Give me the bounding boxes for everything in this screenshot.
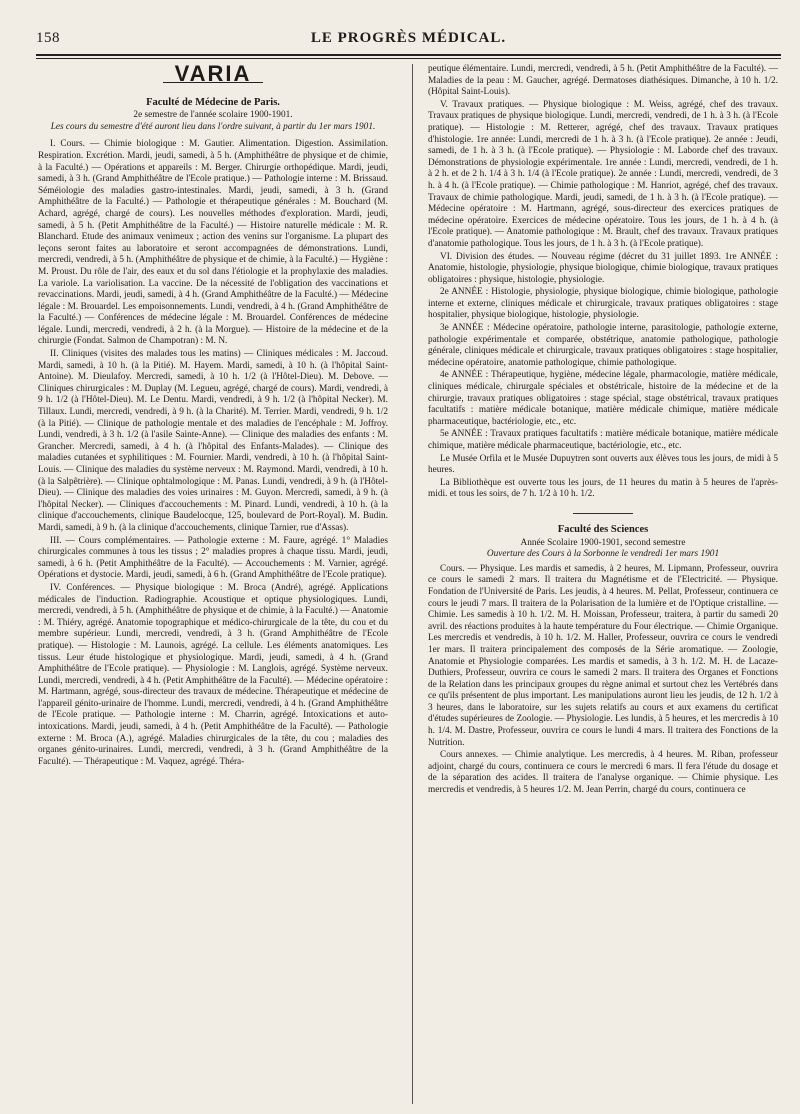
paragraph-continuation: peutique élémentaire. Lundi, mercredi, vendredi, à 5 h. (Petit Amphithéâtre de la Faculté). — Maladies de la peau : M. Gaucher, agrégé. Dermatoses diathésiques. Dimanche, à 10 h. 1/2. (Hôpital Saint-Louis).	[428, 64, 778, 98]
left-column	[38, 64, 388, 1104]
paragraph-cours-complementaires: III. — Cours complémentaires. — Pathologie externe : M. Faure, agrégé. 1° Maladies chirurgicales communes à tous les tissus ; 2° maladies propres à chaque tissu. Mardi, jeudi, samedi, à 6 h. (Petit Amphithéâtre de la Faculté). — Accouchements : M. Varnier, agrégé. Opérations et dystocie. Mardi, jeudi, samedi, à 6 h. (Grand Amphithéâtre de l'Ecole pratique).	[38, 535, 388, 581]
header-rule-thin	[36, 58, 781, 59]
sciences-title: Faculté des Sciences	[557, 523, 649, 535]
sciences-rule	[573, 513, 633, 514]
sciences-notice: Ouverture des Cours à la Sorbonne le vendredi 1er mars 1901	[486, 549, 720, 560]
paragraph-conferences: IV. Conférences. — Physique biologique : M. Broca (André), agrégé. Applications médicales de l'induction. Radiographie. Acoustique et optique physiologiques. Lundi, mercredi, vendredi, à 5 h. (Amphithéâtre de physique et de chimie, à la Faculté.) — Anatomie : M. Thiéry, agrégé. Anatomie topographique et médico-chirurgicale de la tête, du cou et du membre supérieur. Lundi, mercredi, vendredi, à 3 h. (Grand Amphithéâtre de l'Ecole pratique). — Histologie : M. Launois, agrégé. La cellule. Les éléments anatomiques. Les tissus. Leur étude histologique et physiologique. Mardi, jeudi, samedi, à 4 h. (Grand Amphithéâtre de l'Ecole pratique). — Physiologie : M. Langlois, agrégé. Système nerveux. Lundi, mercredi, vendredi, à 4 h. (Petit Amphithéâtre de la Faculté). — Médecine opératoire : M. Hartmann, agrégé, sous-directeur des travaux de médecine. Thérapeutique et médecine de l'appareil génito-urinaire de l'homme. Lundi, mercredi, vendredi, à 4 h. (Grand Amphithéâtre de l'Ecole pratique. — Pathologie interne : M. Charrin, agrégé. Intoxications et auto-intoxications. Mardi, jeudi, samedi, à 4 h. (Petit Amphithéâtre de la Faculté). — Pathologie externe : M. Broca (A.), agrégé. Maladies chirurgicales de la tête, du cou ; maladies des organes génito-urinaires. Lundi, mercredi, vendredi, à 3 h. (Grand Amphithéâtre de la Faculté). — Thérapeutique : M. Vaquez, agrégé. Théra-	[38, 582, 388, 767]
page-header	[36, 30, 781, 52]
right-column	[428, 64, 778, 1104]
semester-line: 2e semestre de l'année scolaire 1900-1901.	[133, 110, 293, 121]
paragraph-bibliotheque: La Bibliothèque est ouverte tous les jours, de 11 heures du matin à 5 heures de l'après-midi. et tous les soirs, de 7 h. 1/2 à 10 h. 1/2.	[428, 477, 778, 500]
paragraph-musees: Le Musée Orfila et le Musée Dupuytren sont ouverts aux élèves tous les jours, de midi à 5 heures.	[428, 453, 778, 476]
paragraph-sciences-cours: Cours. — Physique. Les mardis et samedis, à 2 heures, M. Lipmann, Professeur, ouvrira ce cours le samedi 2 mars. Il traitera du Magnétisme et de l'Electricité. — Physique. Fondation de l'Université de Paris. Les jeudis, à 4 heures. M. Pellat, Professeur, continuera ce cours le jeudi 7 mars. Il traitera de la Polarisation de la lumière et de l'Optique cristalline. — Chimie. Les samedis à 10 h. 1/2. M. H. Moissan, Professeur, traitera, à partir du samedi 20 avril. des réactions produites à la haute température du Four électrique. — Chimie Organique. Les mercredis et vendredis, à 10 h. 1/2. M. Haller, Professeur, ouvrira ce cours le vendredi 1er mars. Il traitera principalement des composés de la Série aromatique. — Zoologie, Anatomie et Physiologie comparées. Les mardis et samedis, à 3 h. 1/2. M. H. de Lacaze-Duthiers, Professeur, ouvrira ce cours le samedi 2 mars. Il traitera des Organes et Fonctions de la Relation dans les principaux groupes du règne animal et surtout chez les Vertébrés dans ce qu'ils présentent de plus important. Les manipulations auront lieu les jeudis, de 12 h. 1/2 à 3 heures, dans le laboratoire, sur les sujets relatifs au cours et aux examens du certificat d'études supérieures de Zoologie. — Physiologie. Les lundis, à 5 heures, et les mercredis à 10 h. 1/4. M. Dastre, Professeur, ouvrira ce cours le lundi 4 mars. Il traitera des Fonctions de la Nutrition.	[428, 563, 778, 748]
page-number: 158	[36, 30, 60, 46]
sciences-year: Année Scolaire 1900-1901, second semestre	[520, 537, 686, 548]
section-title: VARIA	[174, 64, 252, 86]
paragraph-division-etudes: VI. Division des études. — Nouveau régime (décret du 31 juillet 1893. 1re ANNÉE : Anatomie, histologie, physiologie, physique biologique, chimie biologique, travaux pratiques obligatoires : physique, histologie, physiologie.	[428, 251, 778, 285]
journal-title: LE PROGRÈS MÉDICAL.	[310, 30, 507, 46]
schedule-notice: Les cours du semestre d'été auront lieu dans l'ordre suivant, à partir du 1er mars 1901.	[50, 121, 376, 132]
sciences-section	[428, 513, 778, 797]
paragraph-cliniques: II. Cliniques (visites des malades tous les matins) — Cliniques médicales : M. Jaccoud. Mardi, samedi, à 10 h. (à la Pitié). M. Hayem. Mardi, samedi, à 10 h. (à l'hôpital Saint-Antoine). M. Dieulafoy. Mercredi, samedi, à 10 h. 1/2 (à l'Hôtel-Dieu). M. Debove. — Cliniques chirurgicales : M. Duplay (M. Legueu, agrégé, chargé de cours). Mardi, vendredi, à 9 h. 1/2 (à l'Hôtel-Dieu). M. Le Dentu. Mardi, vendredi, à 9 h. 1/2 (à l'hôpital Necker). M. Tillaux. Lundi, mercredi, vendredi, à 9 h. (à la Charité). M. Terrier. Mardi, vendredi, 9 h. 1/2 (à la Pitié). — Clinique de pathologie mentale et des maladies de l'encéphale : M. Joffroy. Lundi, vendredi, à 3 h. 1/2 (à l'asile Sainte-Anne). — Clinique des maladies des enfants : M. Grancher. Mercredi, samedi, à 4 h. (à l'hôpital des Enfants-Malades). — Clinique des maladies cutanées et syphilitiques : M. Fournier. Mardi, vendredi, à 10 h. (à l'hôpital Saint-Louis. — Clinique des maladies du système nerveux : M. Raymond. Mardi, vendredi, à 10 h. (à la Salpêtrière). — Clinique ophtalmologique : M. Panas. Lundi, vendredi, à 9 h. (à l'Hôtel-Dieu). — Clinique des maladies des voies urinaires : M. Guyon. Mercredi, samedi, à 9 h. (à l'hôpital Necker). — Cliniques d'accouchements : M. Pinard. Lundi, vendredi, à 10 h. (à la clinique d'accouchements, clinique Baudelocque, 125, boulevard de Port-Royal). M. Budin. Mardi, samedi, à 9 h. (à la clinique d'accouchements, clinique Tarnier, rue d'Assas).	[38, 349, 388, 533]
paragraph-4e-annee: 4e ANNÉE : Thérapeutique, hygiène, médecine légale, pharmacologie, matière médicale, cliniques médicale, chirurgale spéciales et obstétricale, histoire de la médecine et de la chirurgie, travaux pratiques obligatoires : stage spécial, stage obstétrical, travaux pratiques facultatifs : matière médicale botanique, matière médicale chimique, matière médicale pharmaceutique, bactériologie, etc., etc.	[428, 370, 778, 427]
header-rule-thick	[36, 54, 781, 56]
paragraph-2e-annee: 2e ANNÉE : Histologie, physiologie, physique biologique, chimie biologique, pathologie interne et externe, cliniques médicale et chirurgicale, travaux pratiques obligatoires : stage hospitalier, physique biologique, histologie, physiologie.	[428, 287, 778, 321]
paragraph-5e-annee: 5e ANNÉE : Travaux pratiques facultatifs : matière médicale botanique, matière médicale chimique, matière médicale pharmaceutique, bactériologie, etc., etc.	[428, 429, 778, 451]
faculty-title: Faculté de Médecine de Paris.	[146, 96, 280, 108]
paragraph-cours: I. Cours. — Chimie biologique : M. Gautier. Alimentation. Digestion. Assimilation. Respiration. Excrétion. Mardi, jeudi, samedi, à 5 h. (Amphithéâtre de physique et de chimie, à la Faculté.) — Opérations et appareils : M. Berger. Chirurgie orthopédique. Mardi, jeudi, samedi, à 3 h. (Grand Amphithéâtre de l'Ecole pratique.) — Pathologie interne : M. Brissaud. Séméiologie des maladies gastro-intestinales. Mardi, jeudi, samedi, à 3 h. (Grand Amphithéâtre de la Faculté.) — Pathologie et thérapeutique générales : M. Bouchard (M. Achard, agrégé, chargé de cours). Les nouvelles méthodes d'exploration. Mardi, jeudi, samedi, à 5 h. (Petit Amphithéâtre de la Faculté.) — Histoire naturelle médicale : M. R. Blanchard. Etude des animaux venimeux ; action des venins sur l'organisme. La plupart des leçons seront faites au laboratoire et seront accompagnées de démonstrations. Lundi, mercredi, vendredi, à 5 h. (Amphithéâtre de physique et de chimie, à la Faculté.) — Hygiène : M. Proust. Du rôle de l'air, des eaux et du sol dans l'étiologie et la prophylaxie des maladies. La variole. La variolisation. La vaccine. De la nécessité de l'obligation des vaccinations et revaccinations. Mardi, jeudi, samedi, à 4 h. (Grand Amphithéâtre de la Faculté.) — Médecine légale : M. Brouardel. Les empoisonnements. Lundi, vendredi, à 4 h. (Grand Amphithéâtre de la Faculté.) — Conférences de médecine légale : M. Brouardel. Conférences de médecine légale. Lundi, mercredi, vendredi, à 2 h. (à la Morgue). — Histoire de la médecine et de la chirurgie (Fondat. Salmon de Champotran) : M. N.	[38, 139, 388, 347]
paragraph-travaux-pratiques: V. Travaux pratiques. — Physique biologique : M. Weiss, agrégé, chef des travaux. Travaux pratiques de physique biologique. Lundi, mercredi, vendredi, de 1 h. à 3 h. (à l'Ecole pratique). — Histologie : M. Retterer, agrégé, chef des travaux. Travaux pratiques d'histologie. 1re année: Lundi, mercredi de 1 h. à 3 h. (à l'Ecole pratique). 2e année : Jeudi, samedi, de 1 h. à 3 h. (à l'Ecole pratique). — Physiologie : M. Laborde chef des travaux. Démonstrations de physiologie expérimentale. 1re année : Lundi, mercredi, vendredi, de 1 h. à 2 h. et de 2 h. 1/4 à 3 h. 1/4 (à l'Ecole pratique). 2e année : Lundi, mercredi, vendredi, de 3 h. à 4 h. (à l'Ecole pratique). — Chimie pathologique : M. Hanriot, agrégé, chef des travaux. Travaux de chimie pathologique. Mardi, jeudi, samedi, de 1 h. à 3 h. (à l'Ecole pratique). — Médecine opératoire : M. Hartmann, agrégé, sous-directeur des exercices pratiques de médecine opératoire. Exercices de médecine opératoire. Tous les jours, de 1 h. à 4 h. (à l'Ecole pratique). — Anatomie pathologique : M. Brault, chef des travaux. Travaux pratiques d'anatomie pathologique. Tous les jours, de 1 h. à 3 h. (à l'Ecole pratique).	[428, 99, 778, 249]
column-divider	[412, 64, 413, 1104]
paragraph-sciences-annexes: Cours annexes. — Chimie analytique. Les mercredis, à 4 heures. M. Riban, professeur adjoint, chargé du cours, continuera ce cours le mercredi 6 mars. Il fera l'étude du dosage et de la séparation des acides. Il traitera de l'analyse organique. — Chimie physique. Les mercredis et vendredis, à 5 heures 1/2. M. Jean Perrin, chargé du cours, continuera ce	[428, 750, 778, 796]
paragraph-3e-annee: 3e ANNÉE : Médecine opératoire, pathologie interne, parasitologie, pathologie externe, pathologie expérimentale et comparée, obstétrique, anatomie pathologique, pathologie générale, cliniques médicale et chirurgicale, travaux pratiques obligatoires : stage hospitalier, médecine opératoire, anatomie pathologique, chimie pathologique.	[428, 323, 778, 368]
